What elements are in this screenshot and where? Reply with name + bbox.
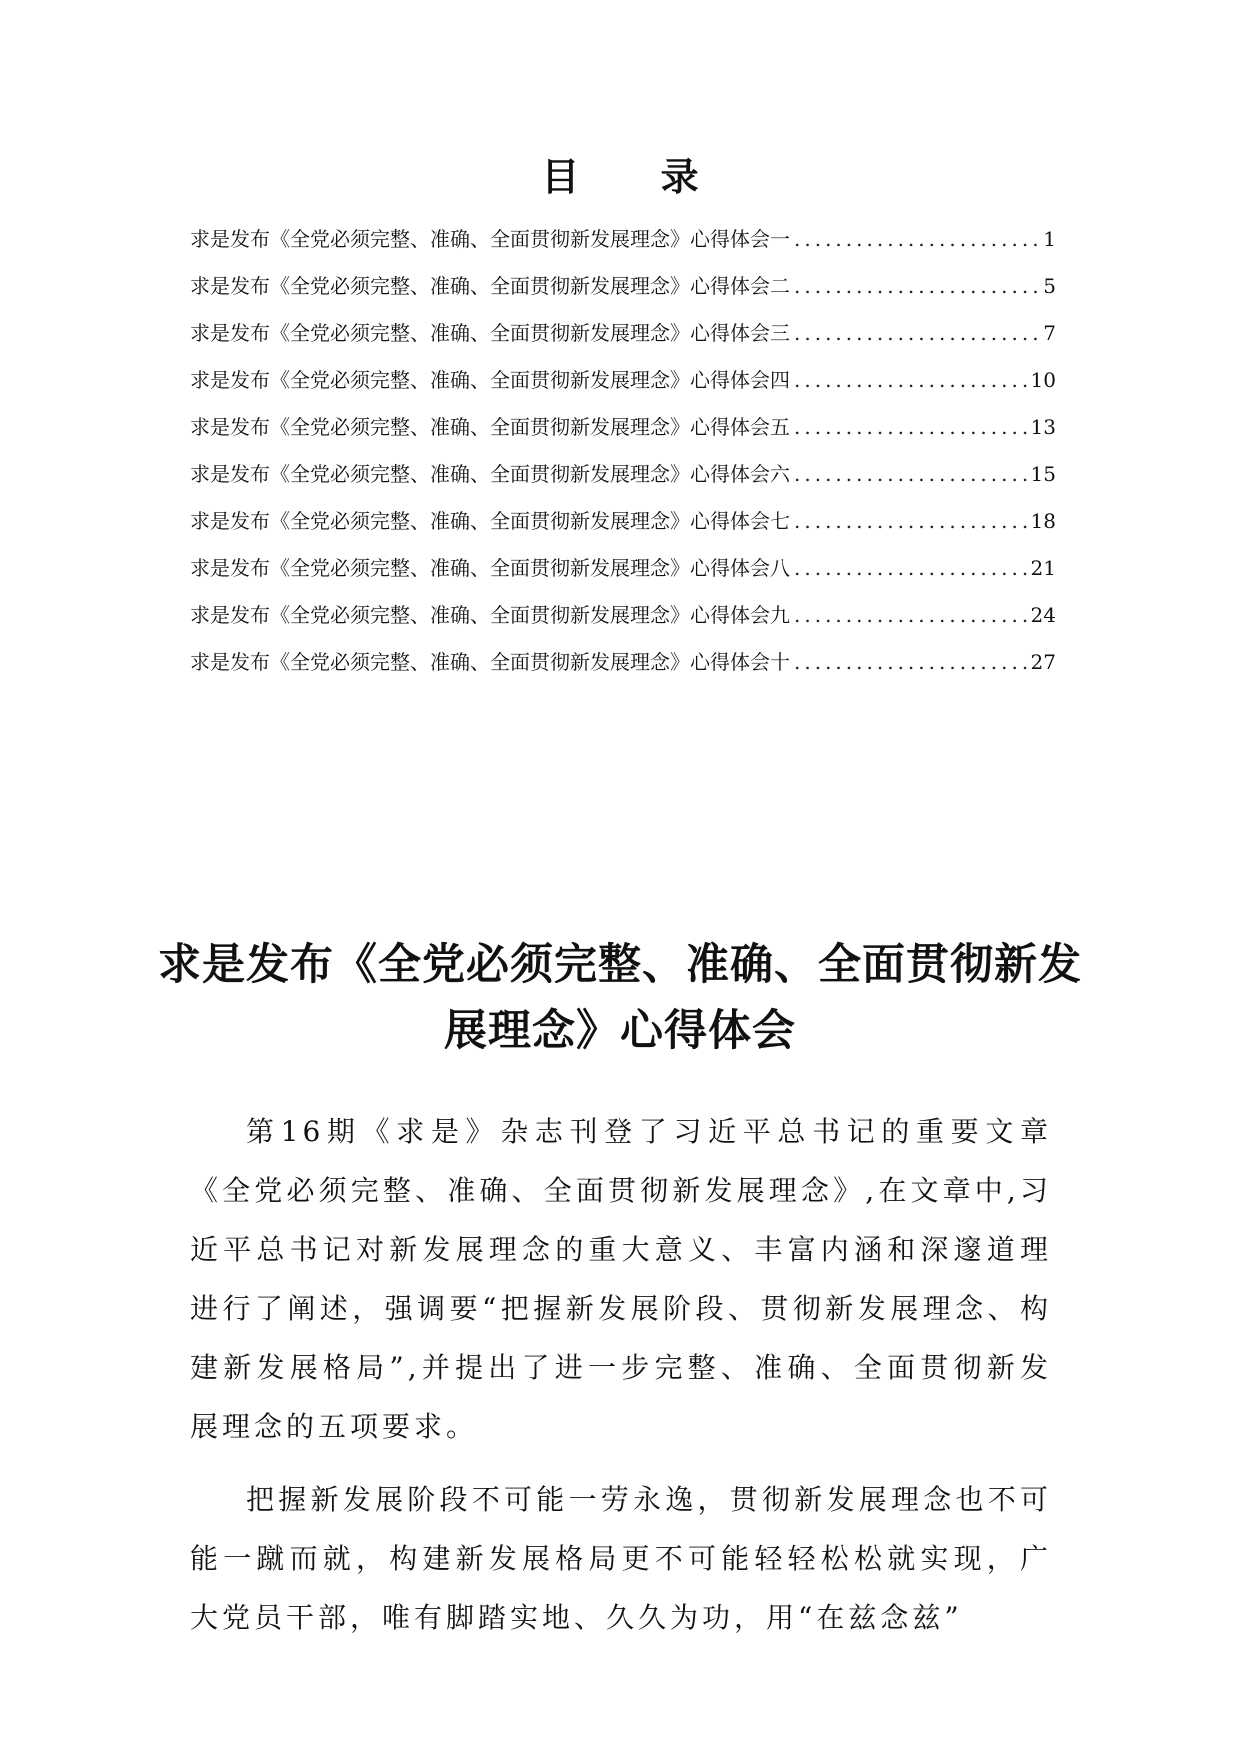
toc-leader-dots xyxy=(790,357,1027,404)
toc-entry[interactable] xyxy=(190,357,1056,404)
toc-entry-text: 求是发布《全党必须完整、准确、全面贯彻新发展理念》心得体会三 xyxy=(190,321,790,345)
toc-leader-dots xyxy=(790,592,1027,639)
toc-entry[interactable] xyxy=(190,216,1056,263)
toc-leader-dots xyxy=(790,498,1027,545)
toc-entry[interactable] xyxy=(190,498,1056,545)
toc-leader-dots xyxy=(790,545,1027,592)
toc-entry[interactable] xyxy=(190,451,1056,498)
toc-title: 目 录 xyxy=(541,154,733,199)
toc-entry-page: 13 xyxy=(1030,415,1056,439)
toc-entry-text: 求是发布《全党必须完整、准确、全面贯彻新发展理念》心得体会二 xyxy=(190,274,790,298)
article-title: 求是发布《全党必须完整、准确、全面贯彻新发展理念》心得体会 xyxy=(158,940,1082,1056)
toc-leader-dots xyxy=(790,639,1027,686)
article-body xyxy=(190,1102,1052,1661)
toc-entry-text: 求是发布《全党必须完整、准确、全面贯彻新发展理念》心得体会七 xyxy=(190,509,790,533)
article-paragraph: 第16期《求是》杂志刊登了习近平总书记的重要文章《全党必须完整、准确、全面贯彻新发展理念》,在文章中,习近平总书记对新发展理念的重大意义、丰富内涵和深邃道理进行了阐述，强调要“把握新发展阶段、贯彻新发展理念、构建新发展格局”,并提出了进一步完整、准确、全面贯彻新发展理念的五项要求。 xyxy=(190,1115,1052,1443)
toc-entry[interactable] xyxy=(190,310,1056,357)
toc-entry-text: 求是发布《全党必须完整、准确、全面贯彻新发展理念》心得体会六 xyxy=(190,462,790,486)
toc-entry[interactable] xyxy=(190,545,1056,592)
toc-entry-page: 15 xyxy=(1030,462,1056,486)
toc-entry-text: 求是发布《全党必须完整、准确、全面贯彻新发展理念》心得体会十 xyxy=(190,650,790,674)
toc-entry-page: 21 xyxy=(1030,556,1056,580)
toc-entry[interactable] xyxy=(190,639,1056,686)
toc-leader-dots xyxy=(790,404,1027,451)
toc-entry-page: 5 xyxy=(1043,274,1056,298)
toc-entry-text: 求是发布《全党必须完整、准确、全面贯彻新发展理念》心得体会五 xyxy=(190,415,790,439)
toc-entry[interactable] xyxy=(190,263,1056,310)
toc-entry[interactable] xyxy=(190,592,1056,639)
toc-entry-text: 求是发布《全党必须完整、准确、全面贯彻新发展理念》心得体会四 xyxy=(190,368,790,392)
toc-leader-dots xyxy=(790,216,1039,263)
toc-entry-page: 1 xyxy=(1043,227,1056,251)
toc-entry-page: 27 xyxy=(1030,650,1056,674)
toc-entry-page: 18 xyxy=(1030,509,1056,533)
toc-leader-dots xyxy=(790,310,1039,357)
toc-entry-page: 24 xyxy=(1030,603,1056,627)
toc-entry-page: 7 xyxy=(1043,321,1056,345)
article-paragraph: 把握新发展阶段不可能一劳永逸，贯彻新发展理念也不可能一蹴而就，构建新发展格局更不可能轻轻松松就实现，广大党员干部，唯有脚踏实地、久久为功，用“在兹念兹” xyxy=(190,1483,1052,1634)
toc-entry-text: 求是发布《全党必须完整、准确、全面贯彻新发展理念》心得体会八 xyxy=(190,556,790,580)
toc-entry-page: 10 xyxy=(1030,368,1056,392)
toc-list xyxy=(190,216,1056,686)
toc-leader-dots xyxy=(790,451,1027,498)
toc-entry-text: 求是发布《全党必须完整、准确、全面贯彻新发展理念》心得体会一 xyxy=(190,227,790,251)
toc-entry-text: 求是发布《全党必须完整、准确、全面贯彻新发展理念》心得体会九 xyxy=(190,603,790,627)
toc-leader-dots xyxy=(790,263,1039,310)
toc-entry[interactable] xyxy=(190,404,1056,451)
